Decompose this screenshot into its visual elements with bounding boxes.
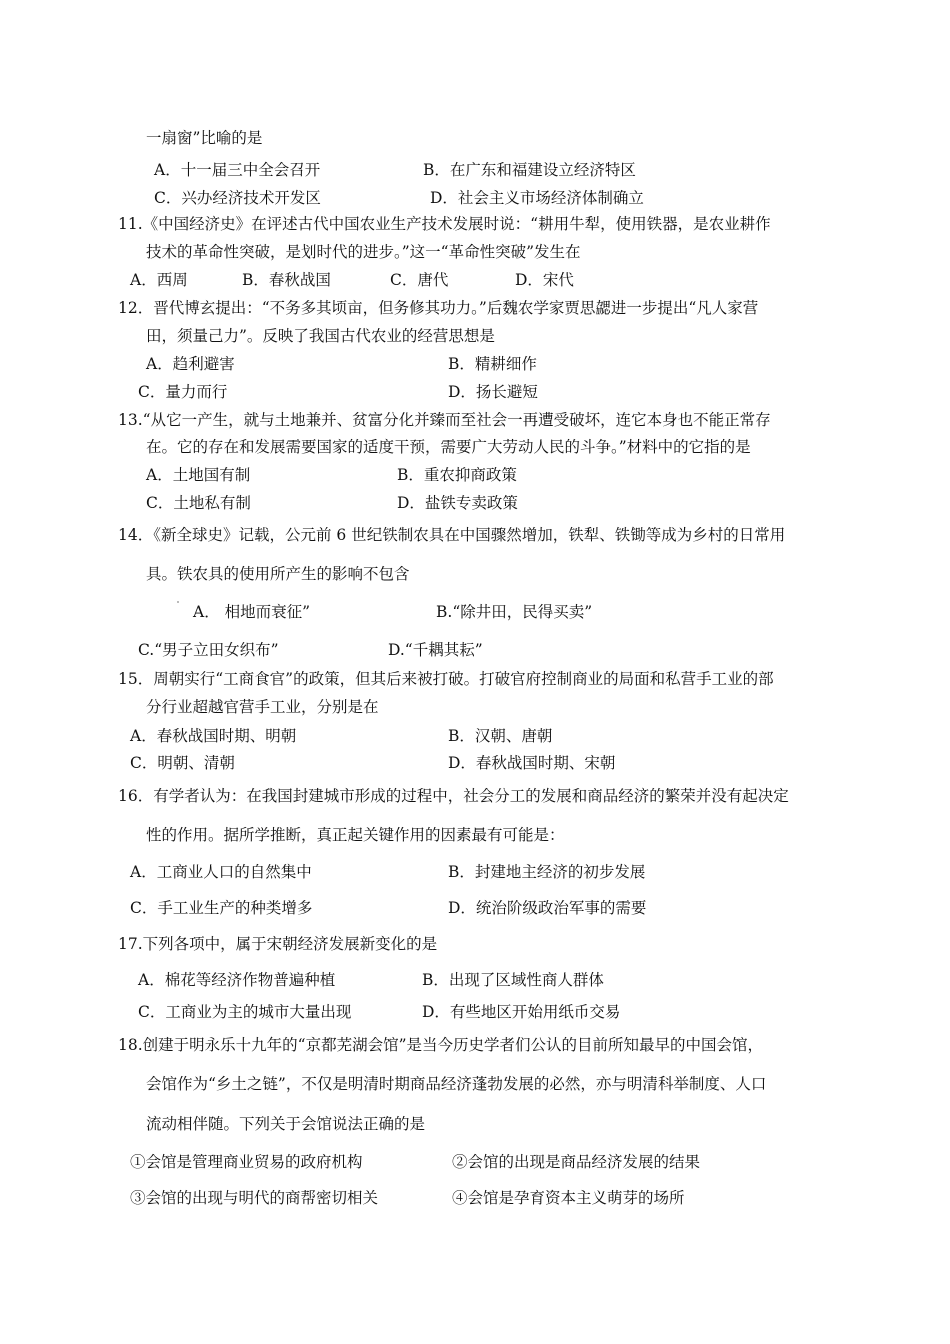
q15-option-c: C．明朝、清朝 <box>130 754 235 772</box>
q12-option-d: D．扬长避短 <box>448 383 538 401</box>
q11-option-d: D．宋代 <box>515 271 574 289</box>
q14-option-a: A． 相地而衰征” <box>193 603 311 621</box>
q14-option-d: D.“千耦其耘” <box>388 641 483 659</box>
q13-option-a: A．土地国有制 <box>146 466 251 484</box>
q12-option-a: A．趋利避害 <box>146 355 235 373</box>
q14-option-b: B.“除井田，民得买卖” <box>436 603 593 621</box>
q11-stem-line2: 技术的革命性突破，是划时代的进步。”这一“革命性突破”发生在 <box>146 243 581 261</box>
q17-option-d: D．有些地区开始用纸币交易 <box>422 1003 621 1021</box>
q15-stem-line1: 15．周朝实行“工商食官”的政策，但其后来被打破。打破官府控制商业的局面和私营手工业的部 <box>118 670 774 688</box>
q18-statement-3: ③会馆的出现与明代的商帮密切相关 <box>130 1189 379 1207</box>
q17-option-a: A．棉花等经济作物普遍种植 <box>138 971 336 989</box>
q11-stem-line1: 11.《中国经济史》在评述古代中国农业生产技术发展时说：“耕用牛犁，使用铁器，是农业耕作 <box>118 215 771 233</box>
stray-mark <box>177 601 179 603</box>
q15-option-b: B．汉朝、唐朝 <box>448 727 553 745</box>
q18-stem-line1: 18.创建于明永乐十九年的“京都芜湖会馆”是当今历史学者们公认的目前所知最早的中国会馆， <box>118 1036 764 1054</box>
q10-option-c: C．兴办经济技术开发区 <box>154 189 321 207</box>
q18-statement-2: ②会馆的出现是商品经济发展的结果 <box>452 1153 701 1171</box>
q16-option-a: A．工商业人口的自然集中 <box>130 863 312 881</box>
q14-option-c: C.“男子立田女织布” <box>138 641 279 659</box>
q13-option-d: D．盐铁专卖政策 <box>397 494 518 512</box>
q13-option-c: C．土地私有制 <box>146 494 251 512</box>
q11-option-a: A．西周 <box>130 271 188 289</box>
q16-option-d: D．统治阶级政治军事的需要 <box>448 899 647 917</box>
q16-option-b: B．封建地主经济的初步发展 <box>448 863 646 881</box>
q17-stem-line1: 17.下列各项中，属于宋朝经济发展新变化的是 <box>118 935 438 953</box>
q12-option-c: C．量力而行 <box>138 383 228 401</box>
q10-option-d: D．社会主义市场经济体制确立 <box>430 189 644 207</box>
q16-stem-line1: 16．有学者认为：在我国封建城市形成的过程中，社会分工的发展和商品经济的繁荣并没有起决定 <box>118 787 789 805</box>
q10-option-b: B．在广东和福建设立经济特区 <box>423 161 636 179</box>
q18-statement-4: ④会馆是孕育资本主义萌芽的场所 <box>452 1189 685 1207</box>
q15-option-a: A．春秋战国时期、明朝 <box>130 727 297 745</box>
q16-stem-line2: 性的作用。据所学推断，真正起关键作用的因素最有可能是： <box>146 826 565 844</box>
q11-option-b: B．春秋战国 <box>242 271 331 289</box>
q12-stem-line2: 田，须量己力”。反映了我国古代农业的经营思想是 <box>146 327 495 345</box>
q18-stem-line3: 流动相伴随。下列关于会馆说法正确的是 <box>146 1115 426 1133</box>
q18-statement-1: ①会馆是管理商业贸易的政府机构 <box>130 1153 363 1171</box>
q16-option-c: C．手工业生产的种类增多 <box>130 899 313 917</box>
q10-stem-tail: 一扇窗”比喻的是 <box>146 129 263 147</box>
q12-option-b: B．精耕细作 <box>448 355 537 373</box>
q10-option-a: A．十一届三中全会召开 <box>154 161 321 179</box>
q13-stem-line2: 在。它的存在和发展需要国家的适度干预，需要广大劳动人民的斗争。”材料中的它指的是 <box>146 438 751 456</box>
q11-option-c: C．唐代 <box>390 271 449 289</box>
q15-option-d: D．春秋战国时期、宋朝 <box>448 754 616 772</box>
q18-stem-line2: 会馆作为“乡土之链”，不仅是明清时期商品经济蓬勃发展的必然，亦与明清科举制度、人口 <box>146 1075 767 1093</box>
q14-stem-line1: 14．《新全球史》记载，公元前 6 世纪铁制农具在中国骤然增加，铁犁、铁锄等成为乡村的日常用 <box>118 526 786 544</box>
q15-stem-line2: 分行业超越官营手工业，分别是在 <box>146 698 379 716</box>
q12-stem-line1: 12．晋代博玄提出：“不务多其顷亩，但务修其功力。”后魏农学家贾思勰进一步提出“凡人家营 <box>118 299 759 317</box>
q13-option-b: B．重农抑商政策 <box>397 466 517 484</box>
q13-stem-line1: 13.“从它一产生，就与土地兼并、贫富分化并臻而至社会一再遭受破坏，连它本身也不能正常存 <box>118 411 771 429</box>
q14-stem-line2: 具。铁农具的使用所产生的影响不包含 <box>146 565 410 583</box>
q17-option-b: B．出现了区域性商人群体 <box>422 971 604 989</box>
q17-option-c: C．工商业为主的城市大量出现 <box>138 1003 352 1021</box>
